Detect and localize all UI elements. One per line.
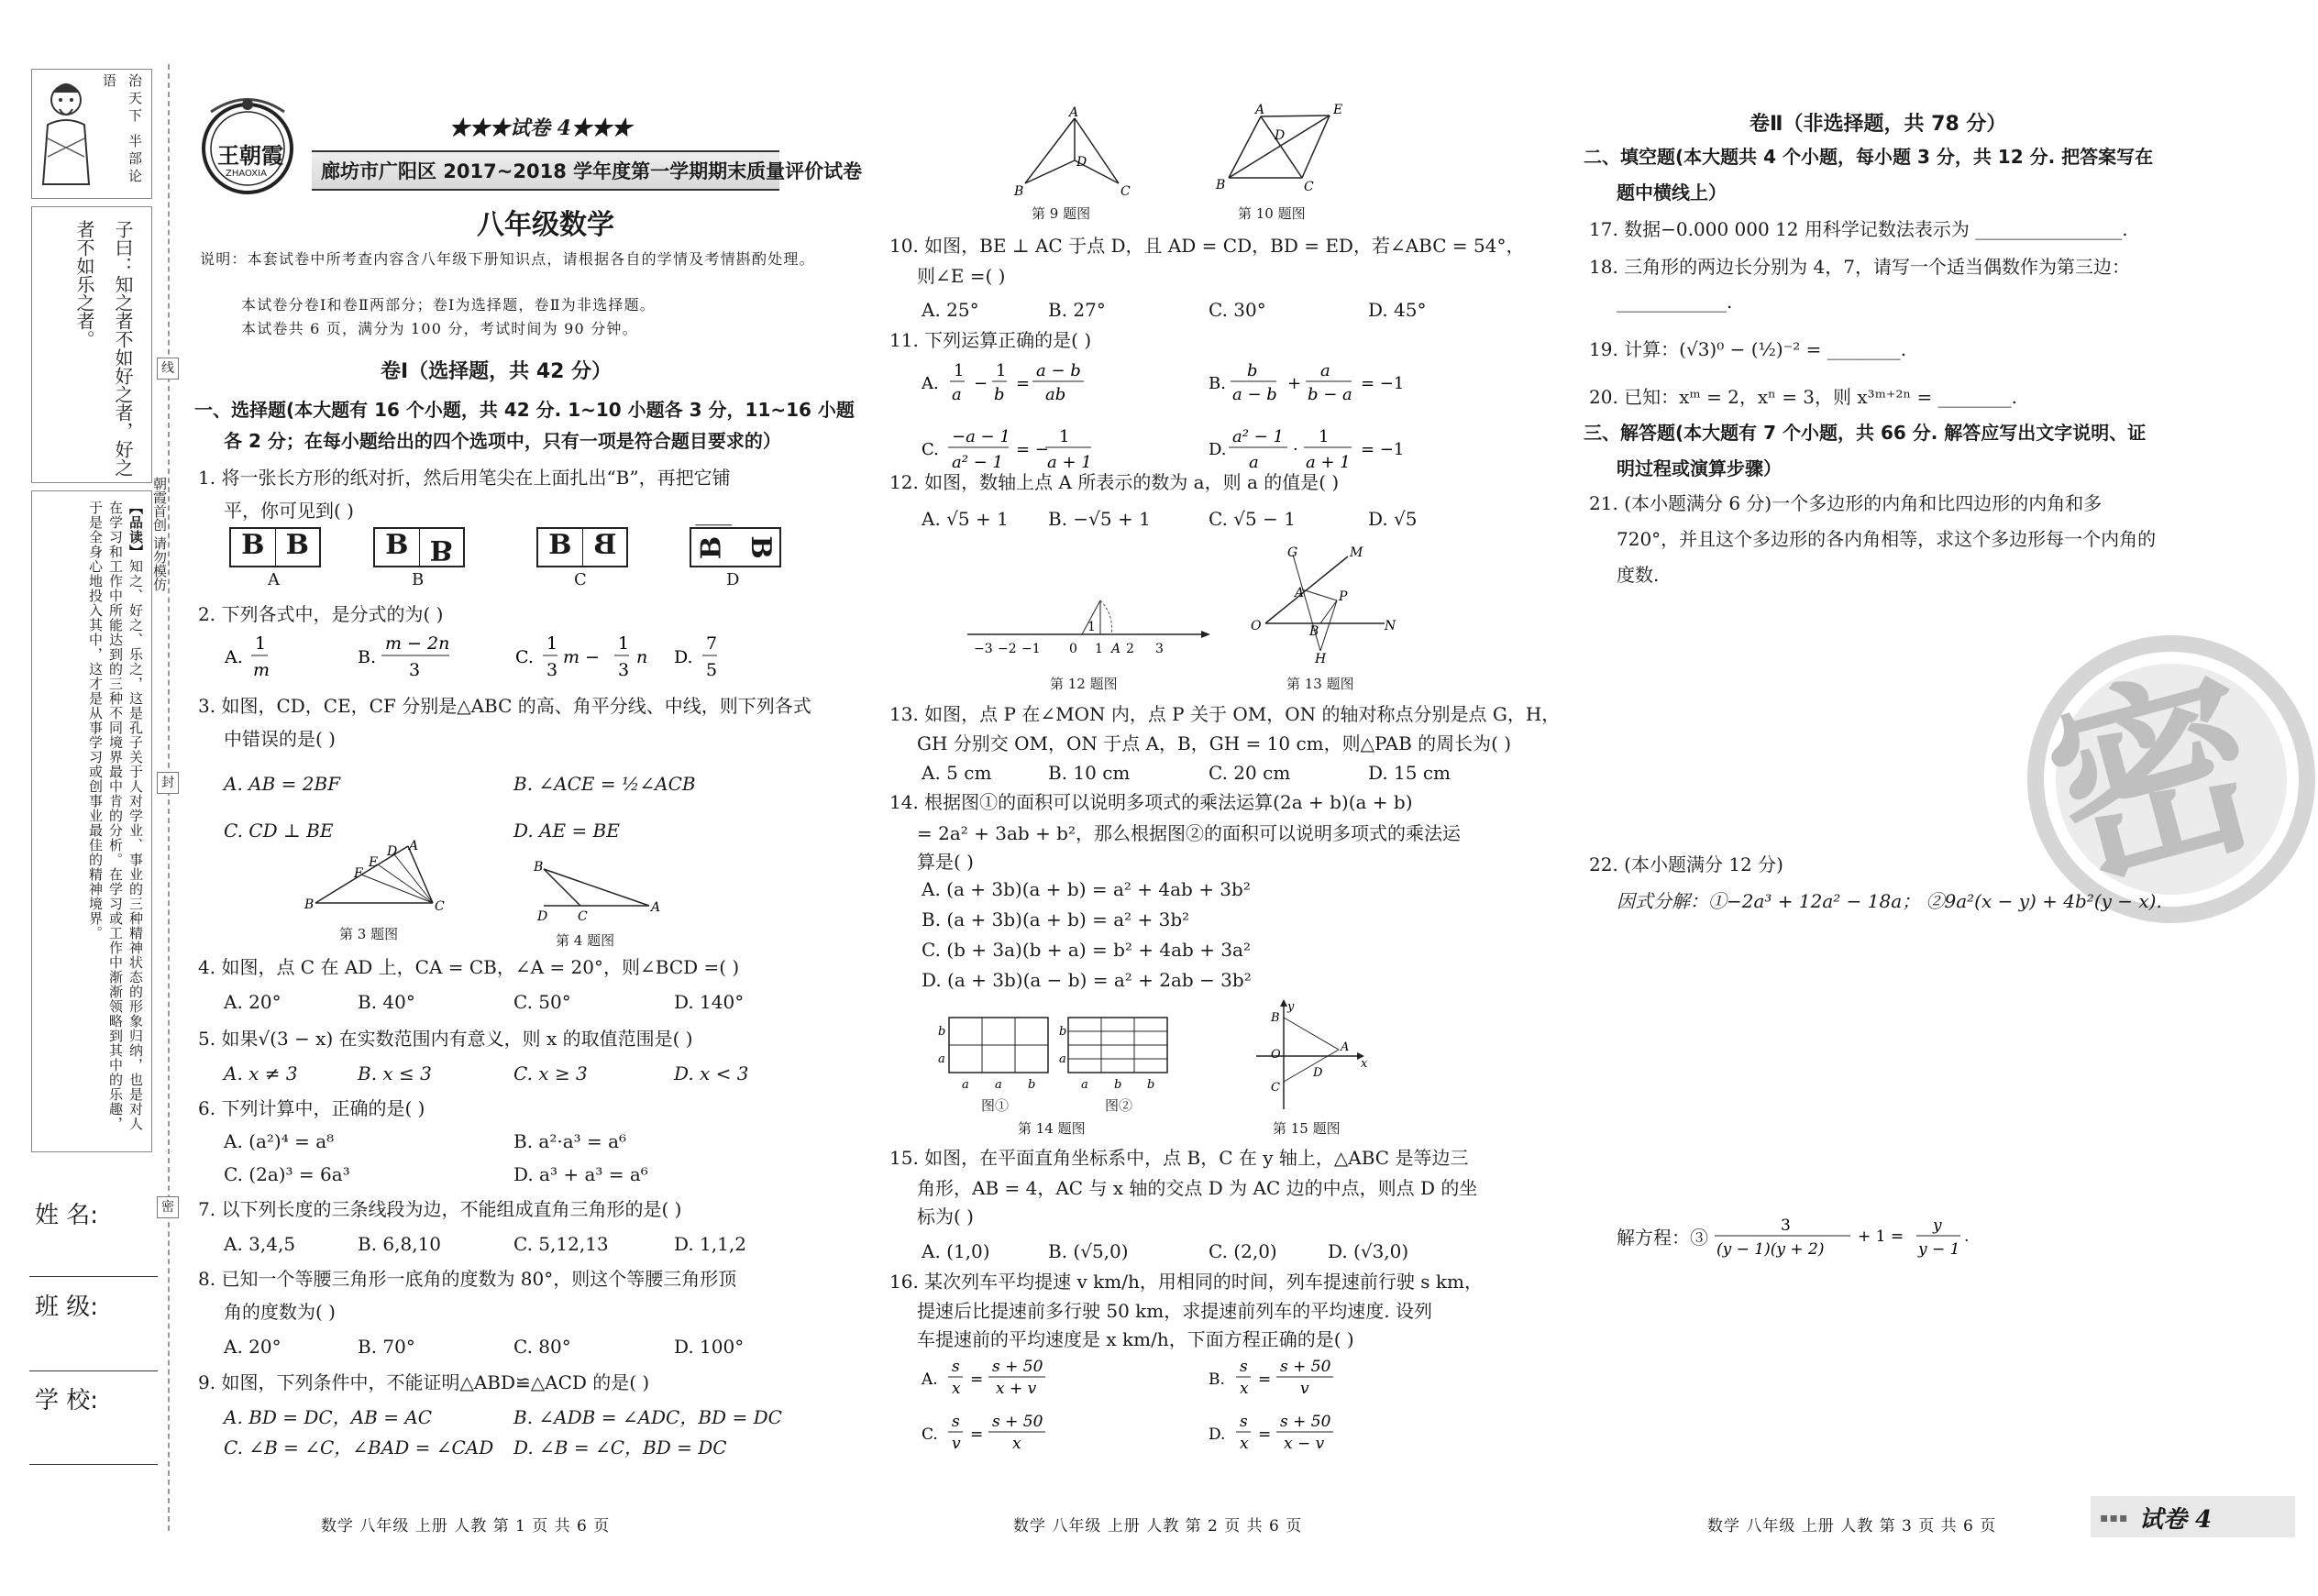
svg-text:E: E xyxy=(1333,103,1343,117)
question-4: 4. 如图，点 C 在 AD 上，CA = CB，∠A = 20°，则∠BCD =( ) xyxy=(198,956,740,978)
svg-text:= −: = − xyxy=(1016,440,1049,459)
q9-option-c: C. ∠B = ∠C，∠BAD = ∠CAD xyxy=(224,1436,494,1458)
svg-text:B: B xyxy=(1271,1011,1280,1025)
svg-text:B: B xyxy=(534,860,544,875)
svg-text:b: b xyxy=(1147,1078,1155,1092)
question-19: 19. 计算：(√3)⁰ − (½)⁻² = ________. xyxy=(1589,338,1907,360)
q1-figure-d: B B xyxy=(690,527,781,567)
q4-option-c: C. 50° xyxy=(513,991,571,1013)
q14-option-c: C. (b + 3a)(b + a) = b² + 4ab + 3a² xyxy=(922,939,1251,961)
svg-text:P: P xyxy=(1339,589,1348,604)
sidebar-reading-title: 【品读】 xyxy=(127,501,144,559)
svg-text:D.: D. xyxy=(1209,1425,1226,1444)
sidebar-reading-body: 知之、好之、乐之，这是孔子关于人对学业、事业的三种精神状态的形象归纳，也是对人在学习和工作中所能达到的三种不同境界最中肯的分析。在学习或工作中渐渐领略到其中的乐趣，于是全身心地投入其中，这才是从事学习或创事业最佳的精神境界。 xyxy=(87,501,144,1131)
svg-text:m − 2n: m − 2n xyxy=(385,633,450,654)
svg-text:m −: m − xyxy=(563,647,600,667)
svg-text:F: F xyxy=(354,866,363,881)
svg-text:D: D xyxy=(387,844,398,859)
section1-heading: 一、选择题(本大题有 16 个小题，共 42 分. 1~10 小题各 3 分，11~16 小题 xyxy=(194,399,855,421)
svg-text:x + v: x + v xyxy=(996,1380,1037,1398)
svg-text:a: a xyxy=(938,1052,945,1066)
q15-option-c: C. (2,0) xyxy=(1209,1240,1277,1262)
svg-text:b: b xyxy=(1247,361,1258,380)
svg-text:C.: C. xyxy=(515,647,534,667)
svg-text:3: 3 xyxy=(409,660,421,680)
svg-text:a − b: a − b xyxy=(1232,385,1277,404)
question-16-cont-2: 车提速前的平均速度是 x km/h，下面方程正确的是( ) xyxy=(917,1328,1354,1350)
question-18-cont: ____________. xyxy=(1617,291,1733,313)
class-field[interactable] xyxy=(29,1369,158,1371)
svg-text:7: 7 xyxy=(706,633,718,654)
q1-figure-a: B B xyxy=(229,527,321,567)
svg-text:3: 3 xyxy=(546,660,558,680)
question-10-cont: 则∠E =( ) xyxy=(917,265,1006,287)
svg-text:x: x xyxy=(1240,1380,1249,1398)
q7-option-c: C. 5,12,13 xyxy=(513,1233,609,1255)
question-15-cont-2: 标为( ) xyxy=(917,1205,974,1227)
q14-option-b: B. (a + 3b)(a + b) = a² + 3b² xyxy=(922,908,1190,930)
svg-text:s: s xyxy=(1240,1358,1248,1376)
svg-text:s + 50: s + 50 xyxy=(992,1358,1043,1376)
question-5: 5. 如果√(3 − x) 在实数范围内有意义，则 x 的取值范围是( ) xyxy=(198,1028,693,1050)
q1-figure-b: B B xyxy=(373,527,465,567)
binding-line xyxy=(168,64,170,1531)
svg-text:a: a xyxy=(1320,361,1330,380)
q10-option-d: D. 45° xyxy=(1368,299,1427,321)
svg-text:A.: A. xyxy=(922,374,939,393)
svg-text:A: A xyxy=(409,839,419,853)
svg-text:3: 3 xyxy=(618,660,630,680)
paper-number: ★★★试卷 4★★★ xyxy=(449,116,632,140)
figure-10-caption: 第 10 题图 xyxy=(1238,205,1306,222)
svg-text:B: B xyxy=(304,897,315,912)
svg-text:−a − 1: −a − 1 xyxy=(952,427,1010,446)
footer-dots-icon: ▪▪▪ xyxy=(2100,1511,2129,1525)
svg-text:+ 1 =: + 1 = xyxy=(1858,1227,1904,1246)
svg-text:=: = xyxy=(1258,1425,1272,1444)
part1-title: 卷Ⅰ（选择题，共 42 分） xyxy=(381,360,613,383)
svg-text:−: − xyxy=(974,374,988,393)
question-15-cont: 角形，AB = 4，AC 与 x 轴的交点 D 为 AC 边的中点，则点 D 的坐 xyxy=(917,1177,1478,1199)
svg-text:=: = xyxy=(970,1425,984,1444)
svg-text:v: v xyxy=(1300,1380,1309,1398)
svg-text:3: 3 xyxy=(1781,1216,1791,1235)
svg-text:D: D xyxy=(1076,155,1087,170)
question-10: 10. 如图，BE ⊥ AC 于点 D，且 AD = CD，BD = ED，若∠ABC = 54°， xyxy=(889,235,1525,257)
svg-text:D.: D. xyxy=(674,647,693,667)
q4-option-d: D. 140° xyxy=(674,991,745,1013)
q15-option-d: D. (√3,0) xyxy=(1328,1240,1409,1262)
q15-option-a: A. (1,0) xyxy=(922,1240,990,1262)
svg-text:C: C xyxy=(1120,184,1131,199)
svg-text:A.: A. xyxy=(225,647,243,667)
svg-text:s + 50: s + 50 xyxy=(1280,1413,1331,1431)
svg-text:D: D xyxy=(1313,1066,1323,1080)
q8-option-d: D. 100° xyxy=(674,1336,745,1358)
svg-text:m: m xyxy=(253,660,270,680)
svg-text:O: O xyxy=(1251,619,1262,633)
q6-option-d: D. a³ + a³ = a⁶ xyxy=(513,1163,648,1185)
section3-heading: 三、解答题(本大题有 7 个小题，共 66 分. 解答应写出文字说明、证 xyxy=(1584,422,2147,444)
q4-option-a: A. 20° xyxy=(224,991,281,1013)
question-3: 3. 如图，CD，CE，CF 分别是△ABC 的高、角平分线、中线，则下列各式 xyxy=(198,695,811,717)
svg-text:A: A xyxy=(1069,105,1079,120)
svg-text:2: 2 xyxy=(1126,642,1134,656)
footer-tag: 试卷 4 xyxy=(2139,1506,2213,1534)
svg-text:−1: −1 xyxy=(1021,642,1041,656)
q13-option-b: B. 10 cm xyxy=(1048,762,1131,784)
q10-option-a: A. 25° xyxy=(922,299,979,321)
q15-option-b: B. (√5,0) xyxy=(1048,1240,1129,1262)
question-18: 18. 三角形的两边长分别为 4，7，请写一个适当偶数作为第三边： xyxy=(1589,256,2130,278)
q5-option-d: D. x < 3 xyxy=(674,1062,749,1084)
svg-text:C.: C. xyxy=(922,1425,938,1444)
svg-text:G: G xyxy=(1287,545,1298,560)
svg-text:b: b xyxy=(938,1025,946,1039)
q12-option-b: B. −√5 + 1 xyxy=(1048,508,1151,530)
svg-text:s: s xyxy=(952,1413,960,1431)
svg-text:a + 1: a + 1 xyxy=(1306,453,1351,472)
q14-option-a: A. (a + 3b)(a + b) = a² + 4ab + 3b² xyxy=(922,878,1251,900)
svg-text:=: = xyxy=(970,1370,984,1389)
q9-option-b: B. ∠ADB = ∠ADC，BD = DC xyxy=(513,1406,782,1428)
name-label: 姓 名: xyxy=(35,1202,99,1229)
svg-text:= −1: = −1 xyxy=(1361,374,1405,393)
question-3-cont: 中错误的是( ) xyxy=(224,728,336,750)
svg-text:s + 50: s + 50 xyxy=(992,1413,1043,1431)
q9-option-a: A. BD = DC，AB = AC xyxy=(224,1406,433,1428)
q11-options xyxy=(917,356,1522,484)
q6-option-c: C. (2a)³ = 6a³ xyxy=(224,1163,350,1185)
figure-3-caption: 第 3 题图 xyxy=(339,926,399,942)
name-field[interactable] xyxy=(29,1274,158,1277)
question-11: 11. 下列运算正确的是( ) xyxy=(889,329,1092,351)
svg-text:D.: D. xyxy=(1209,440,1227,459)
question-14-cont: = 2a² + 3ab + b²，那么根据图②的面积可以说明多项式的乘法运 xyxy=(917,822,1461,844)
q1-label-c: C xyxy=(574,570,587,589)
page-footer-2: 数学 八年级 上册 人教 第 2 页 共 6 页 xyxy=(1013,1517,1303,1535)
q22-solve: 解方程：③ xyxy=(1617,1227,1708,1249)
q6-option-b: B. a²·a³ = a⁶ xyxy=(513,1130,627,1152)
figure-14-area-models xyxy=(931,1004,1169,1105)
question-8-cont: 角的度数为( ) xyxy=(224,1301,336,1323)
svg-text:a − b: a − b xyxy=(1036,361,1081,380)
svg-text:B: B xyxy=(1216,178,1226,193)
svg-text:y: y xyxy=(1287,1000,1295,1014)
svg-text:n: n xyxy=(636,647,648,667)
svg-text:b: b xyxy=(1114,1078,1122,1092)
figure-14-caption: 第 14 题图 xyxy=(1018,1120,1086,1137)
q7-option-a: A. 3,4,5 xyxy=(224,1233,296,1255)
svg-text:x: x xyxy=(952,1380,961,1398)
confucius-icon xyxy=(34,74,98,193)
svg-text:D: D xyxy=(1275,128,1286,143)
svg-text:C: C xyxy=(435,899,445,914)
school-label: 学 校: xyxy=(35,1387,99,1414)
svg-text:=: = xyxy=(1258,1370,1272,1389)
q1-label-a: A xyxy=(268,570,280,589)
svg-text:B.: B. xyxy=(1209,1370,1225,1389)
question-1: 1. 将一张长方形的纸对折，然后用笔尖在上面扎出“B”，再把它铺 xyxy=(198,467,731,489)
figure-14-label-2: 图② xyxy=(1105,1097,1133,1114)
question-2: 2. 下列各式中，是分式的为( ) xyxy=(198,603,444,625)
svg-text:D: D xyxy=(537,909,548,924)
q10-option-b: B. 27° xyxy=(1048,299,1106,321)
q5-option-a: A. x ≠ 3 xyxy=(224,1062,298,1084)
svg-text:v: v xyxy=(952,1435,961,1453)
class-label: 班 级: xyxy=(35,1293,99,1321)
sidebar-motto: 子曰：知之者不如好之者，好之者不如乐之者。 xyxy=(73,220,134,477)
figure-10-quad xyxy=(1210,103,1348,194)
q12-option-d: D. √5 xyxy=(1368,508,1418,530)
svg-text:.: . xyxy=(1964,1227,1970,1246)
svg-text:C: C xyxy=(578,909,588,924)
svg-text:3: 3 xyxy=(1155,642,1164,656)
figure-14-label-1: 图① xyxy=(981,1097,1010,1114)
figure-9-triangle xyxy=(1009,105,1131,199)
logo-sub: ZHAOXIA xyxy=(226,169,267,179)
q13-option-d: D. 15 cm xyxy=(1368,762,1452,784)
question-1-cont: 平，你可见到( ) xyxy=(224,500,354,522)
svg-text:A: A xyxy=(1255,103,1265,117)
question-22: 22. (本小题满分 12 分) xyxy=(1589,853,1783,875)
question-7: 7. 以下列长度的三条线段为边，不能组成直角三角形的是( ) xyxy=(198,1198,682,1220)
svg-text:s: s xyxy=(952,1358,960,1376)
sidebar-motto-box xyxy=(31,206,152,483)
svg-text:b: b xyxy=(994,385,1005,404)
svg-text:y: y xyxy=(1933,1216,1942,1235)
svg-text:s + 50: s + 50 xyxy=(1280,1358,1331,1376)
seal-feng: 封 xyxy=(157,772,179,794)
svg-text:a: a xyxy=(962,1078,969,1092)
q3-option-b: B. ∠ACE = ½∠ACB xyxy=(513,773,696,795)
school-field[interactable] xyxy=(29,1462,158,1465)
figure-9-caption: 第 9 题图 xyxy=(1032,205,1091,222)
question-13-cont: GH 分别交 OM，ON 于点 A，B，GH = 10 cm，则△PAB 的周长为( ) xyxy=(917,732,1512,754)
exam-note-3: 本试卷共 6 页，满分为 100 分，考试时间为 90 分钟。 xyxy=(241,320,638,337)
svg-text:=: = xyxy=(1016,374,1031,393)
q5-option-b: B. x ≤ 3 xyxy=(358,1062,432,1084)
svg-text:A: A xyxy=(1341,1040,1350,1054)
svg-text:x: x xyxy=(1240,1435,1249,1453)
q8-option-c: C. 80° xyxy=(513,1336,571,1358)
question-8: 8. 已知一个等腰三角形一底角的度数为 80°，则这个等腰三角形顶 xyxy=(198,1268,737,1290)
svg-text:C: C xyxy=(1271,1081,1280,1095)
q1-label-d: D xyxy=(726,570,740,589)
sidebar-banner-text: 治天下 半部论语 xyxy=(101,73,143,186)
svg-text:C.: C. xyxy=(922,440,939,459)
section2-heading: 二、填空题(本大题共 4 个小题，每小题 3 分，共 12 分. 把答案写在 xyxy=(1584,146,2154,168)
svg-text:1: 1 xyxy=(1087,620,1096,634)
q16-options xyxy=(917,1355,1504,1474)
question-6: 6. 下列计算中，正确的是( ) xyxy=(198,1097,425,1119)
svg-text:ab: ab xyxy=(1045,385,1066,404)
svg-text:1: 1 xyxy=(618,633,630,654)
part2-title: 卷Ⅱ（非选择题，共 78 分） xyxy=(1750,113,2007,136)
question-14-cont-2: 算是( ) xyxy=(917,851,974,873)
svg-text:·: · xyxy=(1293,440,1298,459)
subject-title: 八年级数学 xyxy=(477,209,614,241)
q8-option-b: B. 70° xyxy=(358,1336,415,1358)
svg-text:E: E xyxy=(369,855,379,870)
q13-option-a: A. 5 cm xyxy=(922,762,992,784)
q6-option-a: A. (a²)⁴ = a⁸ xyxy=(224,1130,335,1152)
svg-text:1: 1 xyxy=(954,361,965,380)
q3-option-d: D. AE = BE xyxy=(513,820,620,842)
question-15: 15. 如图，在平面直角坐标系中，点 B，C 在 y 轴上，△ABC 是等边三 xyxy=(889,1147,1469,1169)
svg-text:a + 1: a + 1 xyxy=(1047,453,1092,472)
svg-text:B: B xyxy=(1309,624,1319,639)
svg-text:A: A xyxy=(651,900,661,915)
svg-text:N: N xyxy=(1385,619,1396,633)
question-21: 21. (本小题满分 6 分)一个多边形的内角和比四边形的内角和多 xyxy=(1589,492,2103,514)
svg-text:a: a xyxy=(952,385,962,404)
q4-option-b: B. 40° xyxy=(358,991,415,1013)
q8-option-a: A. 20° xyxy=(224,1336,281,1358)
svg-text:b: b xyxy=(1059,1025,1067,1039)
svg-text:a² − 1: a² − 1 xyxy=(1232,427,1284,446)
q21-answer-area[interactable] xyxy=(1614,596,2127,834)
q5-option-c: C. x ≥ 3 xyxy=(513,1062,588,1084)
figure-3-triangle xyxy=(303,839,449,912)
section1-heading-2: 各 2 分；在每小题给出的四个选项中，只有一项是符合题目要求的） xyxy=(224,430,781,452)
q22-factorize: 因式分解：①−2a³ + 12a² − 18a； ②9a²(x − y) + 4b²(y − x). xyxy=(1617,890,2162,912)
question-9: 9. 如图，下列条件中，不能证明△ABD≌△ACD 的是( ) xyxy=(198,1371,650,1393)
svg-text:a: a xyxy=(1249,453,1259,472)
svg-text:M: M xyxy=(1350,545,1363,560)
question-21-cont-2: 度数. xyxy=(1617,564,1660,586)
q22-answer-area[interactable] xyxy=(1614,926,2164,1210)
q2-options xyxy=(220,633,844,688)
svg-text:b − a: b − a xyxy=(1308,385,1352,404)
side-note: 朝霞首创 请勿模仿 xyxy=(151,477,168,591)
page-footer-3: 数学 八年级 上册 人教 第 3 页 共 6 页 xyxy=(1707,1517,1997,1535)
svg-text:x − v: x − v xyxy=(1284,1435,1325,1453)
svg-text:A: A xyxy=(1111,642,1121,656)
page-footer-1: 数学 八年级 上册 人教 第 1 页 共 6 页 xyxy=(321,1517,611,1535)
svg-text:1: 1 xyxy=(255,633,267,654)
figure-15-coordinate-plane xyxy=(1247,999,1366,1118)
svg-text:A.: A. xyxy=(922,1370,938,1389)
confidential-seal-char: 密 xyxy=(2026,639,2283,919)
svg-text:y − 1: y − 1 xyxy=(1918,1240,1960,1259)
q13-option-c: C. 20 cm xyxy=(1209,762,1291,784)
q1-label-b: B xyxy=(412,570,425,589)
logo-text: 王朝霞 xyxy=(217,142,283,169)
question-16-cont: 提速后比提速前多行驶 50 km，求提速前列车的平均速度. 设列 xyxy=(917,1300,1432,1322)
svg-text:1: 1 xyxy=(546,633,558,654)
svg-text:H: H xyxy=(1315,652,1327,666)
svg-text:5: 5 xyxy=(706,660,718,680)
figure-4-caption: 第 4 题图 xyxy=(556,932,615,949)
svg-text:0: 0 xyxy=(1069,642,1077,656)
question-14: 14. 根据图①的面积可以说明多项式的乘法运算(2a + b)(a + b) xyxy=(889,791,1413,813)
question-21-cont: 720°，并且这个多边形的各内角相等，求这个多边形每一个内角的 xyxy=(1617,528,2157,550)
q9-option-d: D. ∠B = ∠C，BD = DC xyxy=(513,1436,727,1458)
svg-text:A: A xyxy=(1295,586,1305,600)
svg-text:1: 1 xyxy=(1059,427,1070,446)
q12-option-a: A. √5 + 1 xyxy=(922,508,1009,530)
exam-note-2: 本试卷分卷Ⅰ和卷Ⅱ两部分；卷Ⅰ为选择题，卷Ⅱ为非选择题。 xyxy=(241,296,656,314)
section3-heading-2: 明过程或演算步骤） xyxy=(1617,457,1782,479)
q12-option-c: C. √5 − 1 xyxy=(1209,508,1296,530)
figure-13-angle xyxy=(1247,545,1403,665)
svg-text:B.: B. xyxy=(358,647,377,667)
sidebar-banner-box xyxy=(31,69,152,199)
question-13: 13. 如图，点 P 在∠MON 内，点 P 关于 OM，ON 的轴对称点分别是点 G，H， xyxy=(889,703,1561,725)
figure-15-caption: 第 15 题图 xyxy=(1273,1120,1341,1137)
svg-text:1: 1 xyxy=(996,361,1007,380)
seal-mi: 密 xyxy=(157,1196,179,1218)
svg-text:a: a xyxy=(1081,1078,1088,1092)
q3-option-c: C. CD ⊥ BE xyxy=(224,820,334,842)
question-12: 12. 如图，数轴上点 A 所表示的数为 a，则 a 的值是( ) xyxy=(889,471,1340,493)
svg-text:a: a xyxy=(995,1078,1002,1092)
question-17: 17. 数据−0.000 000 12 用科学记数法表示为 ________________. xyxy=(1589,218,2128,240)
sidebar-reading-box xyxy=(31,490,152,1152)
q1-figure-c: B B xyxy=(536,527,628,567)
q3-option-a: A. AB = 2BF xyxy=(224,773,341,795)
svg-text:(y − 1)(y + 2): (y − 1)(y + 2) xyxy=(1716,1240,1825,1259)
q7-option-b: B. 6,8,10 xyxy=(358,1233,442,1255)
svg-text:x: x xyxy=(1361,1057,1368,1071)
svg-text:C: C xyxy=(1304,180,1314,194)
sidebar-reading-text xyxy=(85,501,146,1142)
header-banner-text: 廊坊市广阳区 2017~2018 学年度第一学期期末质量评价试卷 xyxy=(321,160,863,182)
q22-equation xyxy=(1715,1212,2026,1267)
figure-12-caption: 第 12 题图 xyxy=(1050,676,1118,692)
svg-text:−3: −3 xyxy=(974,642,993,656)
svg-text:x: x xyxy=(1012,1435,1021,1453)
svg-text:−2: −2 xyxy=(998,642,1017,656)
svg-text:a² − 1: a² − 1 xyxy=(952,453,1003,472)
figure-12-number-line xyxy=(963,587,1220,660)
seal-line: 线 xyxy=(157,358,179,380)
q14-option-d: D. (a + 3b)(a − b) = a² + 2ab − 3b² xyxy=(922,969,1252,991)
exam-note-1: 说明：本套试卷中所考查内容含八年级下册知识点，请根据各自的学情及考情斟酌处理。 xyxy=(200,250,815,268)
svg-text:a: a xyxy=(1059,1052,1066,1066)
svg-text:O: O xyxy=(1271,1048,1281,1062)
figure-4-triangle xyxy=(530,860,668,924)
svg-text:1: 1 xyxy=(1319,427,1330,446)
svg-text:s: s xyxy=(1240,1413,1248,1431)
q7-option-d: D. 1,1,2 xyxy=(674,1233,746,1255)
q10-option-c: C. 30° xyxy=(1209,299,1266,321)
section2-heading-2: 题中横线上） xyxy=(1617,182,1727,204)
question-16: 16. 某次列车平均提速 v km/h，用相同的时间，列车提速前行驶 s km， xyxy=(889,1271,1483,1293)
svg-text:1: 1 xyxy=(1095,642,1103,656)
svg-text:B: B xyxy=(1014,184,1024,199)
svg-text:+: + xyxy=(1287,374,1302,393)
question-20: 20. 已知：xᵐ = 2，xⁿ = 3，则 x³ᵐ⁺²ⁿ = ________. xyxy=(1589,386,2018,408)
svg-text:B.: B. xyxy=(1209,374,1226,393)
sidebar xyxy=(28,69,156,1480)
svg-text:b: b xyxy=(1028,1078,1036,1092)
figure-13-caption: 第 13 题图 xyxy=(1286,676,1354,692)
svg-text:= −1: = −1 xyxy=(1361,440,1405,459)
